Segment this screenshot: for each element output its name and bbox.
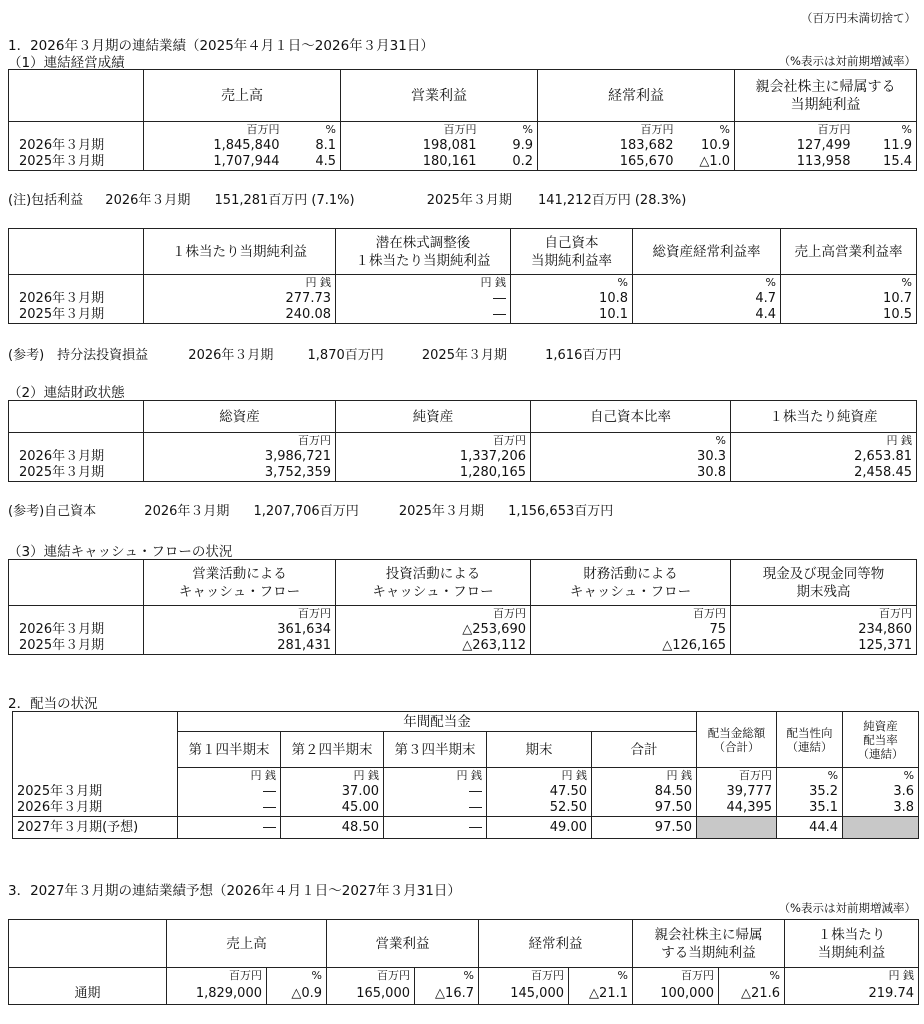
cell: 97.50	[592, 800, 697, 817]
cell: △0.9	[267, 984, 327, 1004]
table-row	[9, 138, 917, 154]
col-roa: 総資産経常利益率	[633, 229, 781, 275]
row-label: 2025年３月期	[9, 638, 144, 655]
table-row	[9, 291, 917, 307]
cell: 361,634	[144, 622, 336, 638]
note-period: 2025年３月期	[398, 504, 484, 519]
dividends-table	[12, 711, 919, 839]
cell: 47.50	[487, 784, 592, 800]
row-label: 2026年３月期	[9, 138, 144, 154]
header-line: （連結）	[786, 739, 833, 754]
note-period: 2026年３月期	[105, 193, 191, 208]
unit: %	[511, 275, 633, 292]
unit: 円 銭	[731, 433, 917, 450]
header-line: キャッシュ・フロー	[569, 583, 692, 600]
forecast-table	[8, 919, 919, 1005]
col-roe-line2: 当期純利益率	[531, 252, 612, 269]
table-row	[13, 784, 919, 800]
col-investing-cf	[336, 560, 531, 606]
unit: 百万円	[327, 968, 415, 985]
unit-row	[9, 122, 917, 139]
cell: 10.5	[781, 307, 917, 324]
note-period: 2025年３月期	[421, 348, 507, 363]
row-label: 2025年３月期	[9, 307, 144, 324]
cell: 219.74	[785, 984, 919, 1004]
cell: ―	[384, 800, 487, 817]
header-line: 投資活動による	[385, 565, 481, 582]
cell: 15.4	[855, 154, 917, 171]
unit: 百万円	[167, 968, 267, 985]
cell: ―	[336, 291, 511, 307]
cell: 8.1	[284, 138, 341, 154]
cell: 75	[531, 622, 731, 638]
cell: 3.6	[843, 784, 919, 800]
unit: 百万円	[697, 768, 777, 785]
cell: ―	[178, 800, 281, 817]
col-net-assets: 純資産	[336, 401, 531, 433]
note-value: 151,281百万円 (7.1%)	[214, 193, 355, 208]
col-eps: １株当たり当期純利益	[144, 229, 336, 275]
cell: 3.8	[843, 800, 919, 817]
row-label: 2027年３月期(予想)	[13, 817, 178, 839]
cell: 44,395	[697, 800, 777, 817]
col-eps	[785, 920, 919, 968]
note-label: (参考) 持分法投資損益	[8, 348, 149, 363]
header-row	[9, 560, 917, 606]
cell: 183,682	[538, 138, 678, 154]
header-line: 配当率	[863, 732, 898, 747]
cell: ―	[336, 307, 511, 324]
cell: 3,986,721	[144, 449, 336, 465]
cell: 198,081	[341, 138, 481, 154]
col-total: 合計	[592, 732, 697, 768]
per-share-table	[8, 228, 917, 324]
header-row	[9, 401, 917, 433]
cell: △21.1	[569, 984, 633, 1004]
row-label: 2026年３月期	[9, 449, 144, 465]
col-diluted-eps	[336, 229, 511, 275]
col-operating-margin: 売上高営業利益率	[781, 229, 917, 275]
section2-title: 2．配当の状況	[8, 696, 98, 712]
cell: △253,690	[336, 622, 531, 638]
cell: 113,958	[735, 154, 855, 171]
cell: 84.50	[592, 784, 697, 800]
subsection1-title: （1）連結経営成績	[8, 55, 125, 71]
note-value: 141,212百万円 (28.3%)	[537, 193, 687, 208]
col-q1: 第１四半期末	[178, 732, 281, 768]
col-net-income-line1: 親会社株主に帰属する	[755, 78, 896, 95]
unit: %	[678, 122, 735, 139]
cash-flow-table	[8, 559, 917, 655]
header-line: （合計）	[713, 739, 760, 754]
unit-blank	[9, 122, 144, 139]
header-line: 財務活動による	[583, 565, 678, 582]
row-label: 2025年３月期	[13, 784, 178, 800]
forecast-row	[13, 817, 919, 839]
cell: ―	[384, 817, 487, 839]
col-equity-ratio: 自己資本比率	[531, 401, 731, 433]
cell: 145,000	[479, 984, 569, 1004]
col-payout-ratio	[777, 712, 843, 768]
blank-corner	[9, 560, 144, 606]
header-line: 期末残高	[796, 583, 851, 600]
unit: 百万円	[336, 606, 531, 623]
unit: %	[855, 122, 917, 139]
cell: 4.4	[633, 307, 781, 324]
header-line: １株当たり	[817, 926, 886, 943]
cell: 1,829,000	[167, 984, 267, 1004]
cell: 10.1	[511, 307, 633, 324]
unit-row	[9, 275, 917, 292]
col-sales: 売上高	[144, 70, 341, 122]
cell: △126,165	[531, 638, 731, 655]
header-line: 当期純利益	[817, 944, 886, 961]
section1-title: 1．2026年３月期の連結業績（2025年４月１日～2026年３月31日）	[8, 38, 434, 54]
unit: 円 銭	[592, 768, 697, 785]
cell: 180,161	[341, 154, 481, 171]
unit: %	[267, 968, 327, 985]
cell: 49.00	[487, 817, 592, 839]
header-row	[9, 920, 919, 968]
header-row	[9, 70, 917, 122]
unit-row	[9, 606, 917, 623]
col-diluted-line2: １株当たり当期純利益	[355, 252, 491, 269]
header-line: キャッシュ・フロー	[178, 583, 301, 600]
col-total-dividends	[697, 712, 777, 768]
cell: 30.3	[531, 449, 731, 465]
unit: %	[569, 968, 633, 985]
cell: 3,752,359	[144, 465, 336, 482]
unit: 百万円	[538, 122, 678, 139]
subsection3-title: （3）連結キャッシュ・フローの状況	[8, 544, 233, 560]
shaded-cell	[697, 817, 777, 839]
cell: 240.08	[144, 307, 336, 324]
unit: 円 銭	[336, 275, 511, 292]
cell: 1,707,944	[144, 154, 284, 171]
cell: 1,845,840	[144, 138, 284, 154]
blank-corner	[9, 401, 144, 433]
cell: 2,653.81	[731, 449, 917, 465]
note-period: 2025年３月期	[426, 193, 512, 208]
col-q3: 第３四半期末	[384, 732, 487, 768]
unit: 百万円	[479, 968, 569, 985]
shaded-cell	[843, 817, 919, 839]
col-annual-dividends: 年間配当金	[178, 712, 697, 732]
cell: 165,000	[327, 984, 415, 1004]
cell: 48.50	[281, 817, 384, 839]
unit: 百万円	[144, 122, 284, 139]
cell: 4.7	[633, 291, 781, 307]
cell: 234,860	[731, 622, 917, 638]
header-row	[9, 229, 917, 275]
col-diluted-line1: 潜在株式調整後	[375, 234, 471, 251]
cell: 35.1	[777, 800, 843, 817]
cell: 9.9	[481, 138, 538, 154]
cell: 4.5	[284, 154, 341, 171]
col-operating-income: 営業利益	[341, 70, 538, 122]
financial-position-table	[8, 400, 917, 482]
unit: %	[531, 433, 731, 450]
unit: %	[781, 275, 917, 292]
table-row	[9, 984, 919, 1004]
unit: 百万円	[144, 606, 336, 623]
unit: 円 銭	[178, 768, 281, 785]
unit: %	[777, 768, 843, 785]
col-cash-balance	[731, 560, 917, 606]
table-row	[9, 465, 917, 482]
cell: 39,777	[697, 784, 777, 800]
unit: 円 銭	[785, 968, 919, 985]
unit: 円 銭	[281, 768, 384, 785]
blank-corner	[9, 229, 144, 275]
unit-blank	[9, 968, 167, 985]
col-roe-line1: 自己資本	[544, 234, 599, 251]
unit: 百万円	[531, 606, 731, 623]
table-row	[9, 638, 917, 655]
unit-blank	[13, 768, 178, 785]
note-value: 1,870百万円	[307, 348, 384, 363]
cell: △16.7	[415, 984, 479, 1004]
header-line: する当期純利益	[661, 944, 756, 961]
header-line: 営業活動による	[192, 565, 287, 582]
col-total-assets: 総資産	[144, 401, 336, 433]
row-label: 2026年３月期	[9, 622, 144, 638]
cell: 45.00	[281, 800, 384, 817]
unit-row	[9, 968, 919, 985]
cell: 10.7	[781, 291, 917, 307]
blank-corner	[9, 70, 144, 122]
unit: 百万円	[144, 433, 336, 450]
cell: 100,000	[633, 984, 719, 1004]
cell: 1,280,165	[336, 465, 531, 482]
unit: 円 銭	[144, 275, 336, 292]
unit: 百万円	[336, 433, 531, 450]
col-net-income	[633, 920, 785, 968]
cell: 10.9	[678, 138, 735, 154]
header-line: 配当金総額	[707, 725, 766, 740]
cell: 97.50	[592, 817, 697, 839]
table-row	[13, 800, 919, 817]
comprehensive-income-note	[8, 189, 686, 208]
unit-blank	[9, 433, 144, 450]
cell: 165,670	[538, 154, 678, 171]
table-row	[9, 622, 917, 638]
header-line: 配当性向	[786, 725, 833, 740]
subsection2-title: （2）連結財政状態	[8, 385, 125, 401]
unit: 百万円	[341, 122, 481, 139]
row-label: 2026年３月期	[13, 800, 178, 817]
note-period: 2026年３月期	[144, 504, 230, 519]
cell: 1,337,206	[336, 449, 531, 465]
cell: 125,371	[731, 638, 917, 655]
cell: 30.8	[531, 465, 731, 482]
unit: 百万円	[731, 606, 917, 623]
pct-note-1: （%表示は対前期増減率）	[778, 54, 916, 68]
note-label: (参考)自己資本	[8, 504, 97, 519]
cell: 52.50	[487, 800, 592, 817]
col-operating-cf	[144, 560, 336, 606]
cell: △263,112	[336, 638, 531, 655]
header-line: キャッシュ・フロー	[372, 583, 494, 600]
col-roe	[511, 229, 633, 275]
unit: 百万円	[735, 122, 855, 139]
section3-title: 3．2027年３月期の連結業績予想（2026年４月１日～2027年３月31日）	[8, 883, 461, 899]
col-year-end: 期末	[487, 732, 592, 768]
cell: 37.00	[281, 784, 384, 800]
unit: 百万円	[633, 968, 719, 985]
col-doe	[843, 712, 919, 768]
equity-note	[8, 500, 613, 519]
col-net-income-line2: 当期純利益	[790, 96, 861, 113]
col-ordinary-income: 経常利益	[538, 70, 735, 122]
cell: ―	[178, 817, 281, 839]
cell: 277.73	[144, 291, 336, 307]
group-header-row	[13, 712, 919, 732]
unit: %	[284, 122, 341, 139]
note-value: 1,207,706百万円	[253, 504, 359, 519]
unit: 円 銭	[487, 768, 592, 785]
cell: △21.6	[719, 984, 785, 1004]
operating-results-table	[8, 69, 917, 171]
pct-note-2: （%表示は対前期増減率）	[778, 901, 916, 915]
cell: 11.9	[855, 138, 917, 154]
cell: 281,431	[144, 638, 336, 655]
unit-blank	[9, 275, 144, 292]
row-label: 2025年３月期	[9, 465, 144, 482]
col-q2: 第２四半期末	[281, 732, 384, 768]
note-value: 1,616百万円	[545, 348, 622, 363]
cell: 127,499	[735, 138, 855, 154]
header-line: 純資産	[863, 718, 898, 733]
cell: 35.2	[777, 784, 843, 800]
cell: 2,458.45	[731, 465, 917, 482]
unit-blank	[9, 606, 144, 623]
table-row	[9, 307, 917, 324]
header-line: 現金及び現金同等物	[762, 565, 885, 582]
row-label: 通期	[9, 984, 167, 1004]
cell: ―	[384, 784, 487, 800]
col-financing-cf	[531, 560, 731, 606]
table-row	[9, 449, 917, 465]
col-sales: 売上高	[167, 920, 327, 968]
cell: 0.2	[481, 154, 538, 171]
blank-corner	[9, 920, 167, 968]
note-value: 1,156,653百万円	[508, 504, 614, 519]
unit: %	[719, 968, 785, 985]
cell: 10.8	[511, 291, 633, 307]
cell: ―	[178, 784, 281, 800]
note-label: (注)包括利益	[8, 193, 84, 208]
unit: %	[415, 968, 479, 985]
row-label: 2026年３月期	[9, 291, 144, 307]
note-period: 2026年３月期	[188, 348, 274, 363]
header-line: 親会社株主に帰属	[654, 926, 763, 943]
col-operating-income: 営業利益	[327, 920, 479, 968]
cell: 44.4	[777, 817, 843, 839]
col-bps: １株当たり純資産	[731, 401, 917, 433]
unit-note: （百万円未満切捨て）	[801, 11, 916, 25]
unit-row	[9, 433, 917, 450]
unit: 円 銭	[384, 768, 487, 785]
table-row	[9, 154, 917, 171]
col-net-income	[735, 70, 917, 122]
unit: %	[843, 768, 919, 785]
unit: %	[481, 122, 538, 139]
header-line: （連結）	[857, 746, 904, 761]
col-ordinary-income: 経常利益	[479, 920, 633, 968]
row-label: 2025年３月期	[9, 154, 144, 171]
blank-corner	[13, 712, 178, 768]
unit-row	[13, 768, 919, 785]
cell: △1.0	[678, 154, 735, 171]
equity-method-note	[8, 344, 621, 363]
unit: %	[633, 275, 781, 292]
